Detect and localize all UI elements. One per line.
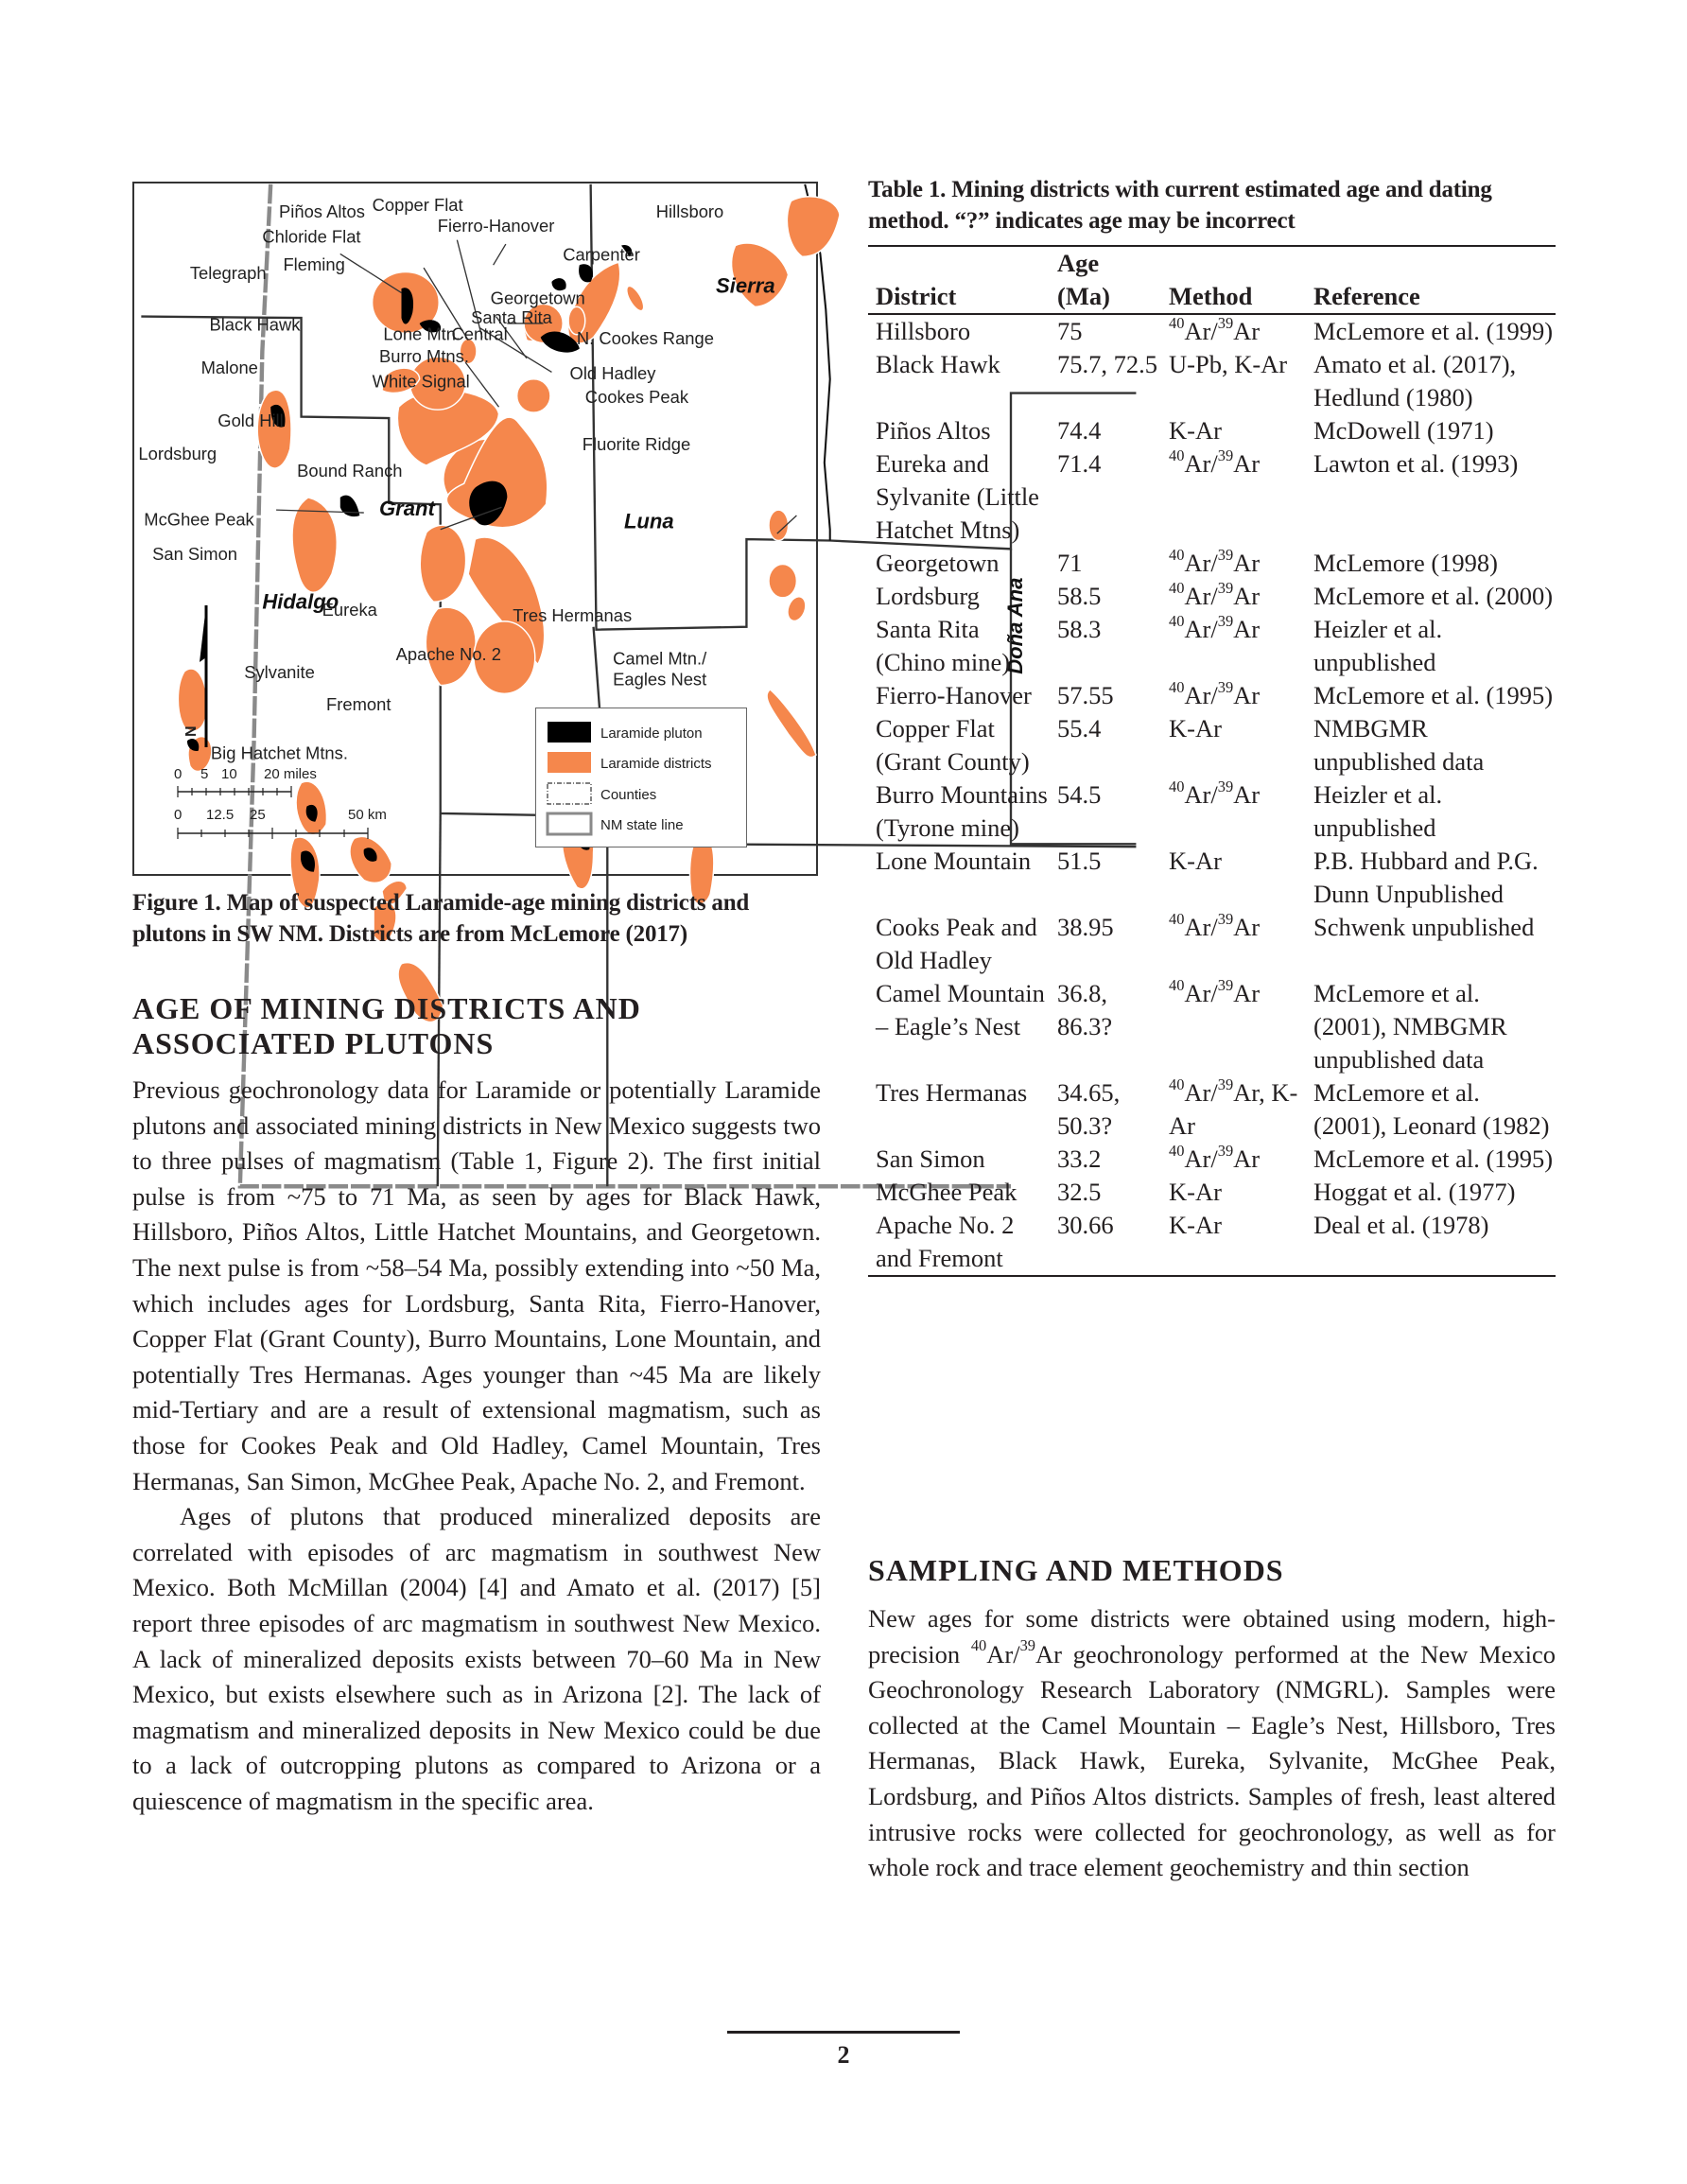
cell-age: 55.4: [1057, 714, 1102, 743]
cell-district: Eureka and Sylvanite (Little Hatchet Mtns): [876, 449, 1039, 544]
cell-method: $^{40}$Ar/$^{39}$Ar: [1169, 545, 1261, 577]
text-before-isotope: New ages for some districts were obtained using modern, high-precision: [868, 1604, 1556, 1669]
cell-district: Lordsburg: [876, 582, 980, 610]
county-label-luna: Luna: [623, 509, 674, 533]
isotope-sup: 40: [1169, 578, 1185, 597]
cell-reference: NMBGMR unpublished data: [1313, 714, 1485, 776]
isotope-sup: 39: [1217, 975, 1234, 994]
cell-age: 71.4: [1057, 449, 1102, 478]
county-label-sierra: Sierra: [716, 273, 775, 298]
cell-district: McGhee Peak: [876, 1178, 1017, 1206]
cell-district: Copper Flat (Grant County): [876, 714, 1030, 776]
cell-method: $^{40}$Ar/$^{39}$Ar: [1169, 975, 1261, 1007]
cell-district: Black Hawk: [876, 350, 1000, 378]
cell-age: 36.8, 86.3?: [1057, 979, 1113, 1040]
cell-method: K-Ar: [1169, 714, 1222, 743]
cell-reference: Heizler et al. unpublished: [1313, 780, 1443, 842]
cell-method: K-Ar: [1169, 1211, 1222, 1239]
label-big-hatchet: Big Hatchet Mtns.: [210, 743, 348, 763]
table-caption: Table 1. Mining districts with current estimated age and dating method. “?” indicates age may be incorrect: [868, 177, 1492, 234]
legend-label-counties: Counties: [600, 787, 657, 803]
legend-label-pluton: Laramide pluton: [600, 725, 703, 742]
label-black-hawk: Black Hawk: [209, 314, 301, 335]
cell-age: 54.5: [1057, 780, 1102, 809]
cell-district: Apache No. 2 and Fremont: [876, 1211, 1015, 1272]
legend-pluton-swatch: [548, 722, 591, 743]
isotope-ar-end: Ar: [1035, 1639, 1062, 1669]
label-lone-mtn: Lone Mtn.: [383, 323, 461, 344]
cell-district: Burro Mountains (Tyrone mine): [876, 780, 1048, 842]
figure-caption: Figure 1. Map of suspected Laramide-age mining districts and plutons in SW NM. Districts are from McLemore (2017): [132, 890, 750, 947]
isotope-sup: 39: [1217, 545, 1234, 564]
cell-method: $^{40}$Ar/$^{39}$Ar: [1169, 1141, 1261, 1173]
cell-method: $^{40}$Ar/$^{39}$Ar: [1169, 446, 1261, 478]
header-age-line1: Age: [1057, 249, 1100, 277]
cell-reference: McLemore et al. (2000): [1313, 582, 1554, 610]
table-1: [868, 245, 1556, 1277]
legend-stateline-swatch: [548, 813, 591, 834]
cell-reference: McDowell (1971): [1313, 416, 1494, 445]
map-legend: [535, 708, 747, 847]
north-label: N: [183, 725, 200, 737]
cell-reference: Heizler et al. unpublished: [1313, 615, 1443, 676]
label-telegraph: Telegraph: [189, 262, 267, 283]
cell-method: K-Ar: [1169, 847, 1222, 875]
cell-method: $^{40}$Ar/$^{39}$Ar: [1169, 313, 1261, 345]
cell-method: $^{40}$Ar/$^{39}$Ar: [1169, 578, 1261, 610]
label-fremont: Fremont: [326, 694, 391, 715]
table-row: [868, 414, 1556, 447]
label-mcghee-peak: McGhee Peak: [144, 509, 254, 530]
scale-mi-5: 5: [200, 766, 209, 782]
cell-age: 58.3: [1057, 615, 1102, 643]
label-fluorite-ridge: Fluorite Ridge: [582, 433, 691, 454]
cell-method: $^{40}$Ar/$^{39}$Ar: [1169, 909, 1261, 941]
cell-age: 71: [1057, 549, 1083, 577]
cell-method: $^{40}$Ar/$^{39}$Ar: [1169, 677, 1261, 709]
cell-age: 57.55: [1057, 681, 1114, 709]
section-heading-sampling-and-methods: SAMPLING AND METHODS: [868, 1553, 1284, 1587]
page-number: 2: [837, 2041, 850, 2069]
table-row: [868, 580, 1556, 613]
table-row: [868, 447, 1556, 547]
scale-km-50: 50 km: [348, 807, 387, 823]
label-central: Central: [451, 323, 508, 344]
table-row: [868, 1076, 1556, 1143]
isotope-sup: 39: [1217, 677, 1234, 696]
label-copper-flat: Copper Flat: [372, 194, 463, 215]
label-old-hadley: Old Hadley: [569, 362, 656, 383]
table-row: [868, 778, 1556, 845]
table-row: [868, 348, 1556, 414]
table-row: [868, 911, 1556, 977]
isotope-sup-39: 39: [1019, 1636, 1036, 1655]
county-label-dona-ana: Doña Ana: [1002, 577, 1027, 674]
label-chloride-flat: Chloride Flat: [262, 226, 361, 247]
label-bound-ranch: Bound Ranch: [297, 460, 403, 480]
isotope-sup: 40: [1169, 611, 1185, 630]
label-apache-no2: Apache No. 2: [395, 644, 501, 665]
isotope-sup: 39: [1217, 777, 1234, 795]
isotope-sup: 39: [1217, 909, 1234, 928]
legend-label-districts: Laramide districts: [600, 756, 712, 772]
table-row: [868, 547, 1556, 580]
cell-method: $^{40}$Ar/$^{39}$Ar: [1169, 777, 1261, 809]
label-carpenter: Carpenter: [563, 244, 640, 265]
isotope-sup: 39: [1217, 1141, 1234, 1160]
isotope-sup: 40: [1169, 545, 1185, 564]
cell-reference: P.B. Hubbard and P.G. Dunn Unpublished: [1313, 847, 1539, 908]
paragraph-1: Previous geochronology data for Laramide or potentially Laramide plutons and associated mining districts in New Mexico suggests two to three pulses of magmatism (Table 1, Figure 2). The first initial pulse is from ~75 to 71 Ma, as seen by ages for Black Hawk, Hillsboro, Piños Altos, Little Hatchet Mountains, and Georgetown. The next pulse is from ~58–54 Ma, possibly extending into ~50 Ma, which includes ages for Lordsburg, Santa Rita, Fierro-Hanover, Copper Flat (Grant County), Burro Mountains, Lone Mountain, and potentially Tres Hermanas. Ages younger than ~45 Ma are likely mid-Tertiary and are a result of extensional magmatism, such as those for Cookes Peak and Old Hadley, Camel Mountain, Tres Hermanas, San Simon, McGhee Peak, Apache No. 2, and Fremont.: [132, 1075, 821, 1495]
label-fleming: Fleming: [283, 254, 345, 275]
label-fierro-hanover: Fierro-Hanover: [437, 215, 555, 236]
label-lordsburg: Lordsburg: [138, 444, 217, 464]
scale-km-12: 12.5: [206, 807, 235, 823]
section-2-body: [868, 1601, 1556, 1886]
cell-age: 34.65, 50.3?: [1057, 1078, 1121, 1140]
isotope-sup: 39: [1217, 611, 1234, 630]
cell-age: 51.5: [1057, 847, 1102, 875]
header-reference: Reference: [1313, 282, 1420, 310]
label-pinos-altos: Piños Altos: [279, 201, 365, 222]
table-row: [868, 977, 1556, 1076]
isotope-sup: 40: [1169, 1141, 1185, 1160]
isotope-sup: 39: [1217, 578, 1234, 597]
label-eureka: Eureka: [322, 599, 377, 620]
cell-district: Cooks Peak and Old Hadley: [876, 913, 1037, 974]
legend-label-stateline: NM state line: [600, 817, 684, 833]
isotope-sup: 40: [1169, 975, 1185, 994]
isotope-ar: Ar/: [986, 1639, 1020, 1669]
label-camel-mtn-2: Eagles Nest: [613, 669, 707, 690]
heading-line-1: AGE OF MINING DISTRICTS AND: [132, 991, 641, 1025]
cell-reference: Deal et al. (1978): [1313, 1211, 1489, 1239]
cell-method: $^{40}$Ar/$^{39}$Ar, K-Ar: [1169, 1075, 1298, 1140]
label-burro-mtns: Burro Mtns.: [378, 346, 469, 367]
paragraph-sampling: [868, 1601, 1556, 1886]
cell-district: Camel Mountain – Eagle’s Nest: [876, 979, 1045, 1040]
cell-age: 75: [1057, 317, 1083, 345]
scale-bar-miles: [174, 766, 317, 797]
label-gold-hill: Gold Hill: [217, 410, 284, 430]
scale-bar-km: [174, 807, 387, 839]
label-camel-mtn-1: Camel Mtn./: [613, 648, 707, 669]
isotope-sup: 40: [1169, 446, 1185, 464]
cell-reference: Lawton et al. (1993): [1313, 449, 1519, 478]
legend-district-swatch: [548, 752, 591, 773]
cell-reference: Hoggat et al. (1977): [1313, 1178, 1516, 1206]
cell-age: 75.7, 72.5: [1057, 350, 1157, 378]
cell-district: Tres Hermanas: [876, 1078, 1028, 1107]
cell-reference: McLemore et al. (1995): [1313, 681, 1554, 709]
cell-age: 74.4: [1057, 416, 1102, 445]
scale-km-25: 25: [250, 807, 266, 823]
label-tres-hermanas: Tres Hermanas: [513, 604, 633, 625]
table-row: [868, 679, 1556, 712]
scale-mi-10: 10: [221, 766, 237, 782]
label-cookes-peak: Cookes Peak: [584, 386, 689, 407]
cell-district: Georgetown: [876, 549, 1000, 577]
table-row: [868, 1143, 1556, 1176]
legend-swatches: [536, 708, 748, 848]
isotope-sup: 39: [1217, 1075, 1234, 1093]
isotope-sup: 40: [1169, 313, 1185, 332]
table-row: [868, 314, 1556, 348]
paragraph-2: Ages of plutons that produced mineralized deposits are correlated with episodes of arc magmatism in southwest New Mexico. Both McMillan (2004) [4] and Amato et al. (2017) [5] report three episodes of arc magmatism in southwest New Mexico. A lack of mineralized deposits exists between 70–60 Ma in New Mexico, but exists elsewhere such as in Arizona [2]. The lack of magmatism and mineralized deposits in New Mexico could be due to a lack of outcropping plutons as compared to Arizona or a quiescence of magmatism in the specific area.: [132, 1502, 821, 1815]
label-white-signal: White Signal: [372, 371, 470, 392]
header-method: Method: [1169, 282, 1253, 310]
cell-district: San Simon: [876, 1144, 985, 1173]
cell-district: Santa Rita (Chino mine): [876, 615, 1011, 676]
cell-district: Lone Mountain: [876, 847, 1032, 875]
cell-method: K-Ar: [1169, 1178, 1222, 1206]
table-row: [868, 1209, 1556, 1276]
cell-reference: McLemore et al. (2001), NMBGMR unpublished data: [1313, 979, 1507, 1074]
map-north-arrow-and-scale: [161, 605, 407, 861]
section-heading-age-of-mining-districts: [132, 991, 823, 1061]
isotope-sup: 40: [1169, 777, 1185, 795]
scale-mi-0: 0: [174, 766, 183, 782]
cell-reference: Amato et al. (2017), Hedlund (1980): [1313, 350, 1517, 411]
cell-age: 32.5: [1057, 1178, 1102, 1206]
scale-mi-20: 20 miles: [264, 766, 317, 782]
label-hillsboro: Hillsboro: [655, 201, 724, 222]
cell-reference: McLemore et al. (2001), Leonard (1982): [1313, 1078, 1550, 1140]
north-arrow-icon: [183, 605, 206, 747]
table-row: [868, 613, 1556, 679]
label-n-cookes-range: N. Cookes Range: [576, 328, 714, 349]
isotope-sup: 40: [1169, 909, 1185, 928]
label-georgetown: Georgetown: [490, 288, 585, 308]
cell-district: Hillsboro: [876, 317, 971, 345]
footer-rule: [727, 2031, 960, 2034]
label-sylvanite: Sylvanite: [244, 662, 315, 683]
label-santa-rita: Santa Rita: [471, 306, 552, 327]
cell-method: K-Ar: [1169, 416, 1222, 445]
cell-district: Piños Altos: [876, 416, 991, 445]
table-row: [868, 845, 1556, 911]
text-after-isotope: geochronology performed at the New Mexico Geochronology Research Laboratory (NMGRL). Samples were collected at the Camel Mountain – Eagle’s Nest, Hillsboro, Tres Hermanas, Black Hawk, Eureka, Sylvanite, McGhee Peak, Lordsburg, and Piños Altos districts. Samples of fresh, least altered intrusive rocks were collected for geochronology, as well as for whole rock and trace element geochemistry and thin section: [868, 1639, 1556, 1882]
isotope-sup: 40: [1169, 1075, 1185, 1093]
cell-age: 33.2: [1057, 1144, 1102, 1173]
mining-districts-table: [868, 245, 1556, 1277]
cell-reference: McLemore et al. (1995): [1313, 1144, 1554, 1173]
cell-district: Fierro-Hanover: [876, 681, 1032, 709]
header-district: District: [876, 282, 957, 310]
table-body: [868, 314, 1556, 1276]
county-label-hidalgo: Hidalgo: [262, 589, 339, 614]
cell-reference: McLemore et al. (1999): [1313, 317, 1554, 345]
isotope-sup: 39: [1217, 446, 1234, 464]
cell-age: 58.5: [1057, 582, 1102, 610]
header-age: [1050, 246, 1161, 314]
isotope-sup: 39: [1217, 313, 1234, 332]
label-malone: Malone: [200, 357, 258, 377]
scale-km-0: 0: [174, 807, 183, 823]
cell-method: U-Pb, K-Ar: [1169, 350, 1288, 378]
legend-counties-swatch: [548, 783, 591, 804]
table-row: [868, 712, 1556, 778]
isotope-sup: 40: [1169, 677, 1185, 696]
cell-age: 30.66: [1057, 1211, 1114, 1239]
table-row: [868, 1176, 1556, 1209]
cell-reference: Schwenk unpublished: [1313, 913, 1535, 941]
heading-line-2: ASSOCIATED PLUTONS: [132, 1026, 495, 1060]
label-san-simon: San Simon: [152, 544, 238, 565]
header-age-line2: (Ma): [1057, 282, 1110, 310]
section-1-body: [132, 1073, 821, 1819]
cell-method: $^{40}$Ar/$^{39}$Ar: [1169, 611, 1261, 643]
cell-age: 38.95: [1057, 913, 1114, 941]
county-label-grant: Grant: [378, 497, 435, 521]
cell-reference: McLemore (1998): [1313, 549, 1498, 577]
table-header-row: [868, 246, 1556, 314]
isotope-sup-40: 40: [970, 1636, 987, 1655]
